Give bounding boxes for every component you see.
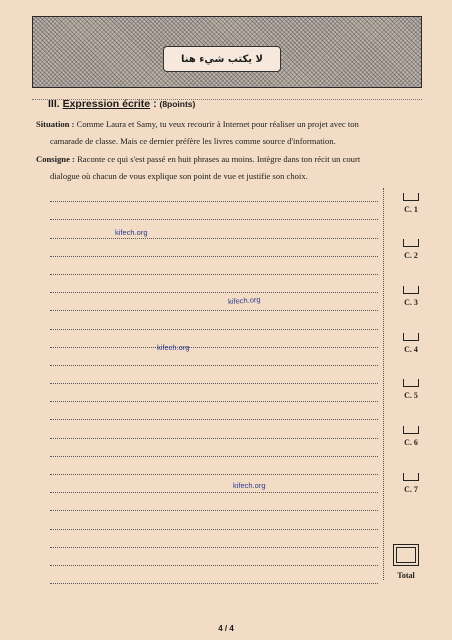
answer-line[interactable] [50, 348, 378, 366]
criterion-c6 [396, 426, 426, 447]
page-number: 4 / 4 [218, 624, 234, 633]
watermark: kifech.org [157, 343, 190, 352]
answer-line[interactable] [50, 548, 378, 566]
section-title [48, 98, 195, 110]
criterion-c7 [396, 473, 426, 494]
answer-line[interactable] [50, 257, 378, 275]
answer-line[interactable] [50, 330, 378, 348]
answer-line[interactable] [50, 439, 378, 457]
answer-line[interactable] [50, 384, 378, 402]
margin-rule [383, 188, 384, 580]
criterion-label: C. 3 [404, 298, 418, 307]
score-bracket[interactable] [403, 239, 419, 247]
criterion-label: C. 2 [404, 251, 418, 260]
score-bracket[interactable] [403, 473, 419, 481]
answer-line[interactable] [50, 366, 378, 384]
answer-lines[interactable] [50, 184, 378, 584]
answer-line[interactable] [50, 202, 378, 220]
situation-line-2: camarade de classe. Mais ce dernier préfère les livres comme source d'information. [50, 136, 336, 146]
answer-line[interactable] [50, 420, 378, 438]
situation-label: Situation : [36, 119, 75, 129]
consigne-paragraph [36, 151, 416, 185]
score-bracket[interactable] [403, 333, 419, 341]
score-bracket[interactable] [403, 193, 419, 201]
watermark: kifech.org [227, 294, 261, 307]
section-points: (8points) [159, 99, 196, 109]
answer-line[interactable] [50, 566, 378, 584]
criterion-c3 [396, 286, 426, 307]
answer-line[interactable] [50, 493, 378, 511]
answer-line[interactable] [50, 530, 378, 548]
answer-line[interactable] [50, 220, 378, 238]
score-bracket[interactable] [403, 379, 419, 387]
score-bracket[interactable] [403, 286, 419, 294]
section-colon: : [153, 98, 157, 110]
answer-line[interactable] [50, 293, 378, 311]
answer-line[interactable] [50, 184, 378, 202]
header-note: لا يكتب شيء هنا [163, 46, 281, 72]
consigne-label: Consigne : [36, 154, 75, 164]
criterion-c2 [396, 239, 426, 260]
answer-line[interactable] [50, 275, 378, 293]
total-label: Total [397, 571, 415, 580]
consigne-line-2: dialogue où chacun de vous explique son point de vue et justifie son choix. [50, 171, 308, 181]
consigne-line-1: Raconte ce qui s'est passé en huit phrases au moins. Intègre dans ton récit un court [77, 154, 361, 164]
criterion-c4 [396, 333, 426, 354]
score-bracket[interactable] [403, 426, 419, 434]
answer-line[interactable] [50, 311, 378, 329]
situation-line-1: Comme Laura et Samy, tu veux recourir à Internet pour réaliser un projet avec ton [76, 119, 359, 129]
criterion-label: C. 6 [404, 438, 418, 447]
watermark: kifech.org [115, 228, 148, 237]
answer-line[interactable] [50, 239, 378, 257]
situation-paragraph [36, 116, 416, 150]
criterion-c5 [396, 379, 426, 400]
criterion-label: C. 7 [404, 485, 418, 494]
criterion-label: C. 1 [404, 205, 418, 214]
criterion-label: C. 4 [404, 345, 418, 354]
section-number: III. [48, 98, 60, 110]
answer-line[interactable] [50, 402, 378, 420]
section-name: Expression écrite [62, 98, 151, 110]
answer-line[interactable] [50, 457, 378, 475]
criterion-c1 [396, 193, 426, 214]
total-box[interactable] [393, 544, 419, 566]
watermark: kifech.org [233, 481, 266, 490]
answer-line[interactable] [50, 511, 378, 529]
answer-line[interactable] [50, 475, 378, 493]
criterion-label: C. 5 [404, 391, 418, 400]
total-score [391, 544, 421, 580]
